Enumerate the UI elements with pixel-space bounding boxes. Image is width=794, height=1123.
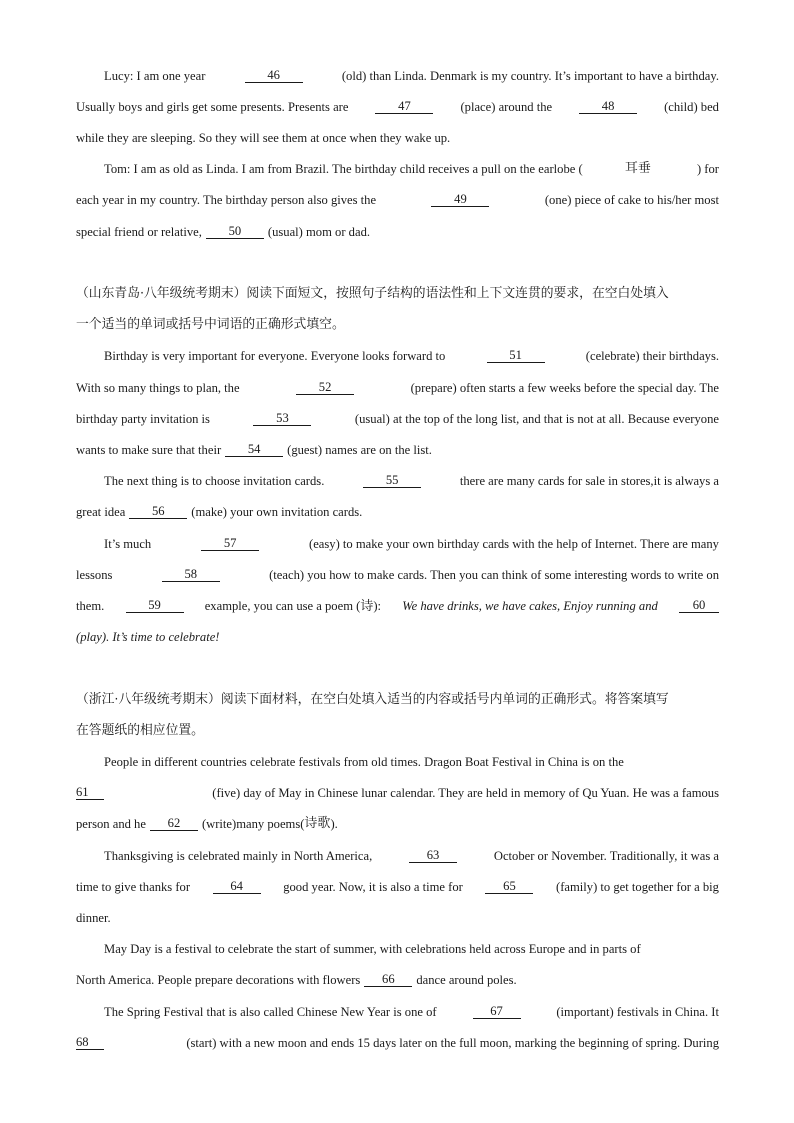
text-line: (play). It’s time to celebrate! (76, 630, 220, 644)
text-line: Lucy: I am one year 46 (old) than Linda. Denmark is my country. It’s important to have a birthday. (104, 68, 719, 83)
blank-57[interactable]: 57 (201, 536, 259, 551)
section-instruction: （浙江·八年级统考期末）阅读下面材料，在空白处填入适当的内容或括号内单词的正确形式。将答案填写 (76, 692, 669, 707)
text-line: 61 (five) day of May in Chinese lunar calendar. They are held in memory of Qu Yuan. He was a famous (76, 785, 719, 800)
blank-48[interactable]: 48 (579, 99, 637, 114)
text-line: May Day is a festival to celebrate the start of summer, with celebrations held across Europe and in parts of (104, 942, 641, 956)
text-line: Thanksgiving is celebrated mainly in North America, 63 October or November. Traditionally, it was a (104, 848, 719, 863)
blank-64[interactable]: 64 (213, 879, 261, 894)
blank-46[interactable]: 46 (245, 68, 303, 83)
blank-58[interactable]: 58 (162, 567, 220, 582)
text-line: special friend or relative, 50 (usual) mom or dad. (76, 224, 371, 239)
text-line: Usually boys and girls get some presents. Presents are 47 (place) around the 48 (child) bed (76, 99, 719, 114)
blank-49[interactable]: 49 (431, 192, 489, 207)
blank-47[interactable]: 47 (375, 99, 433, 114)
text-line: person and he 62 (write)many poems( 诗歌 ). (76, 816, 338, 831)
blank-53[interactable]: 53 (253, 411, 311, 426)
text-line: Birthday is very important for everyone. Everyone looks forward to 51 (celebrate) their birthdays. (104, 348, 719, 363)
blank-61[interactable]: 61 (76, 785, 104, 800)
text-line: great idea 56 (make) your own invitation cards. (76, 504, 363, 519)
section-instruction: 一个适当的单词或括号中词语的正确形式填空。 (76, 317, 345, 332)
text-line: The Spring Festival that is also called Chinese New Year is one of 67 (important) festivals in China. It (104, 1004, 719, 1019)
blank-65[interactable]: 65 (485, 879, 533, 894)
text-line: People in different countries celebrate festivals from old times. Dragon Boat Festival in China is on the (104, 755, 624, 769)
text-line: time to give thanks for 64 good year. Now, it is also a time for 65 (family) to get together for a big (76, 879, 719, 894)
section-instruction: 在答题纸的相应位置。 (76, 723, 204, 738)
blank-68[interactable]: 68 (76, 1035, 104, 1050)
text-line: lessons 58 (teach) you how to make cards. Then you can think of some interesting words to write on (76, 567, 719, 582)
blank-66[interactable]: 66 (364, 972, 412, 987)
text-line: With so many things to plan, the 52 (prepare) often starts a few weeks before the special day. The (76, 380, 719, 395)
text-line: each year in my country. The birthday person also gives the 49 (one) piece of cake to his/her most (76, 192, 719, 207)
blank-60[interactable]: 60 (679, 598, 719, 613)
blank-55[interactable]: 55 (363, 473, 421, 488)
blank-59[interactable]: 59 (126, 598, 184, 613)
text-line: The next thing is to choose invitation cards. 55 there are many cards for sale in stores,it is always a (104, 473, 719, 488)
blank-56[interactable]: 56 (129, 504, 187, 519)
text-line: while they are sleeping. So they will see them at once when they wake up. (76, 131, 451, 145)
blank-62[interactable]: 62 (150, 816, 198, 831)
blank-52[interactable]: 52 (296, 380, 354, 395)
text-line: wants to make sure that their 54 (guest) names are on the list. (76, 442, 432, 457)
blank-67[interactable]: 67 (473, 1004, 521, 1019)
text-line: 68 (start) with a new moon and ends 15 days later on the full moon, marking the beginning of spring. During (76, 1035, 719, 1050)
text-line: birthday party invitation is 53 (usual) at the top of the long list, and that is not at all. Because everyone (76, 411, 719, 426)
blank-54[interactable]: 54 (225, 442, 283, 457)
text-line: dinner. (76, 911, 111, 925)
blank-51[interactable]: 51 (487, 348, 545, 363)
text-line: them. 59 example, you can use a poem (诗): We have drinks, we have cakes, Enjoy running and 60 (76, 598, 719, 615)
blank-63[interactable]: 63 (409, 848, 457, 863)
blank-50[interactable]: 50 (206, 224, 264, 239)
text-line: Tom: I am as old as Linda. I am from Brazil. The birthday child receives a pull on the earlobe ( 耳垂 ) for (104, 161, 719, 176)
text-line: It’s much 57 (easy) to make your own birthday cards with the help of Internet. There are many (104, 536, 719, 551)
text-line: North America. People prepare decorations with flowers 66 dance around poles. (76, 972, 517, 987)
section-instruction: （山东青岛·八年级统考期末）阅读下面短文，按照句子结构的语法性和上下文连贯的要求，在空白处填入 (76, 286, 669, 301)
